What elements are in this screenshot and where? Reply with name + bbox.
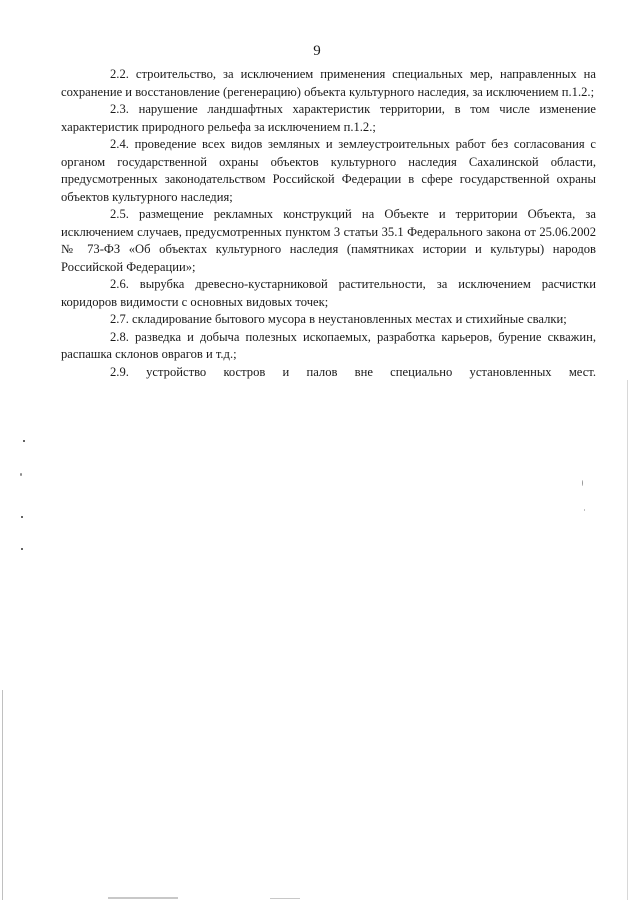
paragraph-2-6: 2.6. вырубка древесно-кустарниковой растительности, за исключением расчистки коридоров видимости с основных видовых точек;	[61, 277, 596, 309]
scan-margin-line	[627, 380, 628, 900]
scan-speck	[20, 473, 22, 476]
paragraph-2-2: 2.2. строительство, за исключением применения специальных мер, направленных на сохранение и восстановление (регенерацию) объекта культурного наследия, за исключением п.1.2.;	[61, 67, 596, 99]
paragraph-2-5: 2.5. размещение рекламных конструкций на Объекте и территории Объекта, за исключением случаев, предусмотренных пунктом 3 статьи 35.1 Федерального закона от 25.06.2002 № 73-ФЗ «Об объектах культурного наследия (памятниках истории и культуры) народов Российской Федерации»;	[61, 207, 596, 274]
paragraph-2-4: 2.4. проведение всех видов земляных и землеустроительных работ без согласования с органом государственной охраны объектов культурного наследия Сахалинской области, предусмотренных законодательством Российской Федерации в сфере государственной охраны объектов культурного наследия;	[61, 137, 596, 204]
scan-speck	[582, 480, 583, 486]
scan-margin-line	[2, 690, 3, 900]
paragraph-2-9: 2.9. устройство костров и палов вне специально установленных мест.	[110, 364, 596, 379]
scan-speck	[21, 516, 23, 518]
paragraph-2-8: 2.8. разведка и добыча полезных ископаемых, разработка карьеров, бурение скважин, распашка склонов оврагов и т.д.;	[61, 329, 596, 361]
scan-bottom-mark	[270, 898, 300, 899]
scan-speck	[584, 509, 585, 511]
paragraph-2-7: 2.7. складирование бытового мусора в неустановленных местах и стихийные свалки;	[110, 312, 567, 326]
scan-bottom-mark	[108, 897, 178, 899]
page-number: 9	[313, 43, 321, 59]
document-body	[61, 66, 596, 381]
scan-speck	[21, 548, 23, 550]
scan-speck	[23, 440, 25, 442]
paragraph-2-3: 2.3. нарушение ландшафтных характеристик территории, в том числе изменение характеристик природного рельефа за исключением п.1.2.;	[61, 102, 596, 134]
